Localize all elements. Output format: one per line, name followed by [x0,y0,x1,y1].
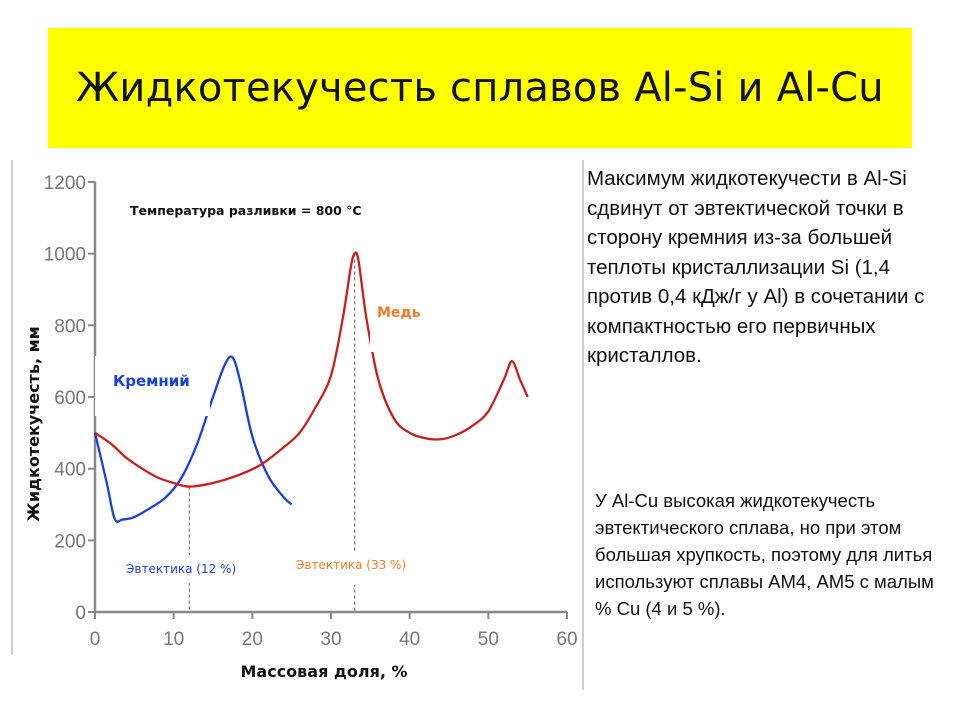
y-tick-label: 800 [54,316,86,338]
y-tick-label: 0 [75,603,86,624]
x-axis-label: Массовая доля, % [240,662,408,681]
side-shadow [12,160,583,690]
x-tick-label: 30 [320,629,342,650]
copper-legend-label: Медь [377,305,421,321]
x-tick-label: 20 [241,629,263,650]
x-tick-label: 10 [163,629,185,650]
x-tick-label: 50 [477,629,499,650]
eutectic-cu-label: Эвтектика (33 %) [296,558,407,572]
fluidity-chart [0,150,590,720]
y-tick-label: 200 [54,531,86,553]
y-tick-label: 1200 [43,173,86,194]
eutectic-si-label: Эвтектика (12 %) [126,562,237,576]
x-tick-label: 60 [556,629,578,650]
silicon-legend-label: Кремний [113,372,190,390]
title-banner [48,28,912,148]
x-tick-label: 40 [399,629,421,650]
y-tick-label: 600 [54,388,86,409]
note-silicon: Максимум жидкотекучести в Al-Si сдвинут от эвтектической точки в сторону кремния из-за большей теплоты кристаллизации Si (1,4 против 0,4 кДж/г у Al) в сочетании с компактностью его первичных кристаллов. [587,167,925,367]
y-axis-label: Жидкотекучесть, мм [24,326,43,522]
temperature-annotation: Температура разливки = 800 °C [130,203,362,218]
x-tick-label: 0 [89,629,101,650]
note-copper: У Al-Cu высокая жидкотекучесть эвтектического сплава, но при этом большая хрупкость, поэтому для литья используют сплавы АМ4, АМ5 с малым % Cu (4 и 5 %). [595,490,934,619]
y-tick-label: 1000 [43,244,86,266]
y-tick-label: 400 [54,459,86,481]
slide-title: Жидкотекучесть сплавов Al-Si и Al-Cu [76,65,884,111]
